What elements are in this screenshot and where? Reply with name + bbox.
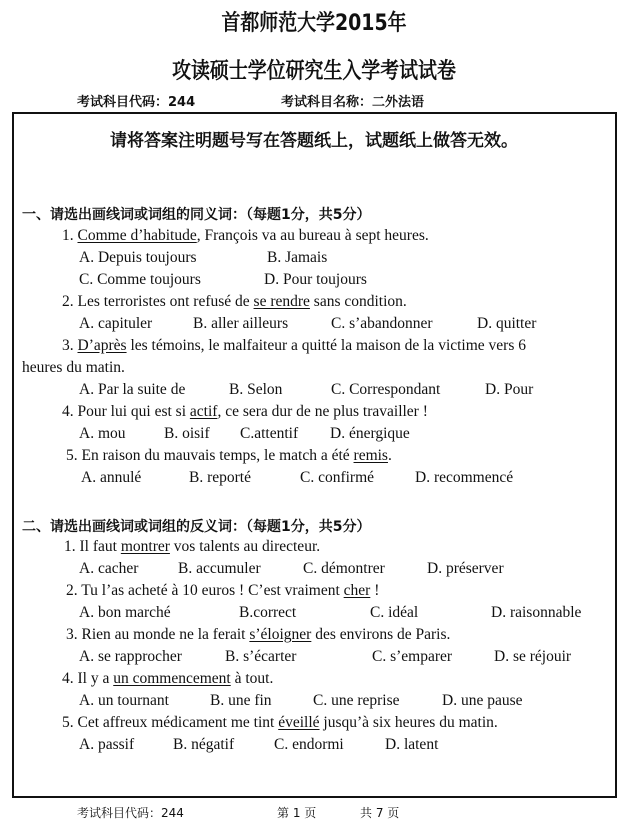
question-2-5: 5. Cet affreux médicament me tint éveillé jusqu’à six heures du matin. [62,714,498,731]
underlined-term: Comme d’habitude [77,227,197,244]
subject-code: 考试科目代码：244 [77,95,196,110]
underlined-term: se rendre [253,293,310,310]
underlined-term: D’après [77,337,127,354]
section-heading: 一、请选出画线词或词组的同义词：（每题1分，共5分） [22,207,371,223]
question-1-4: 4. Pour lui qui est si actif, ce sera dur de ne plus travailler ! [62,403,428,420]
option: B. Jamais [267,249,328,266]
footer-subject-code: 考试科目代码：244 [77,806,184,820]
underlined-term: actif [189,403,218,420]
option: A. cacher [79,560,139,577]
question-2-1: 1. Il faut montrer vos talents au directeur. [64,538,321,555]
answer-notice: 请将答案注明题号写在答题纸上，试题纸上做答无效。 [110,131,518,151]
question-1-3-continued: heures du matin. [22,359,125,376]
option: A. Depuis toujours [79,249,197,266]
underlined-term: montrer [120,538,170,555]
option: A. capituler [79,315,153,332]
question-1-5: 5. En raison du mauvais temps, le match a été remis. [66,447,392,464]
option: C. s’emparer [372,648,453,665]
option: D. Pour toujours [264,271,367,288]
subject-name: 考试科目名称：二外法语 [281,95,425,110]
question-1-1: 1. Comme d’habitude, François va au bureau à sept heures. [62,227,429,244]
option: C. confirmé [300,469,375,486]
option: D. une pause [442,692,523,709]
footer-page-number: 第 1 页 [277,806,317,820]
option: B. accumuler [178,560,261,577]
option: A. annulé [81,469,142,486]
exam-title: 攻读硕士学位研究生入学考试试卷 [172,59,456,84]
option: A. un tournant [79,692,169,709]
option: C. Correspondant [331,381,441,398]
question-1-2: 2. Les terroristes ont refusé de se rendre sans condition. [62,293,407,310]
option: B. Selon [229,381,283,398]
option: B. aller ailleurs [193,315,289,332]
underlined-term: un commencement [113,670,231,687]
question-2-2: 2. Tu l’as acheté à 10 euros ! C’est vraiment cher ! [66,582,380,599]
option: A. mou [79,425,126,442]
option: D. préserver [427,560,504,577]
underlined-term: éveillé [278,714,320,731]
option: A. se rapprocher [79,648,182,665]
option: C. une reprise [313,692,400,709]
option: C. démontrer [303,560,385,577]
option: B. s’écarter [225,648,297,665]
underlined-term: remis [353,447,388,464]
option: B. négatif [173,736,235,753]
option: B. une fin [210,692,272,709]
question-2-4: 4. Il y a un commencement à tout. [62,670,274,687]
option: B. oisif [164,425,210,442]
section-heading: 二、请选出画线词或词组的反义词：（每题1分，共5分） [22,519,371,535]
option: C. idéal [370,604,419,621]
option: D. recommencé [415,469,514,486]
option: A. bon marché [79,604,171,621]
option: C. Comme toujours [79,271,201,288]
question-1-3: 3. D’après les témoins, le malfaiteur a quitté la maison de la victime vers 6 [62,337,526,354]
footer-total-pages: 共 7 页 [360,806,400,820]
option: D. quitter [477,315,537,332]
option: D. latent [385,736,439,753]
option: A. Par la suite de [79,381,186,398]
option: B. reporté [189,469,251,486]
option: D. énergique [330,425,410,442]
option: A. passif [79,736,135,753]
option: C. endormi [274,736,344,753]
option: D. Pour [485,381,534,398]
exam-title-university: 首都师范大学2015年 [221,11,407,36]
option: C.attentif [240,425,299,442]
option: D. raisonnable [491,604,582,621]
option: B.correct [239,604,297,621]
question-2-3: 3. Rien au monde ne la ferait s’éloigner des environs de Paris. [66,626,451,643]
option: C. s’abandonner [331,315,433,332]
option: D. se réjouir [494,648,572,665]
underlined-term: cher [343,582,371,599]
underlined-term: s’éloigner [249,626,312,643]
